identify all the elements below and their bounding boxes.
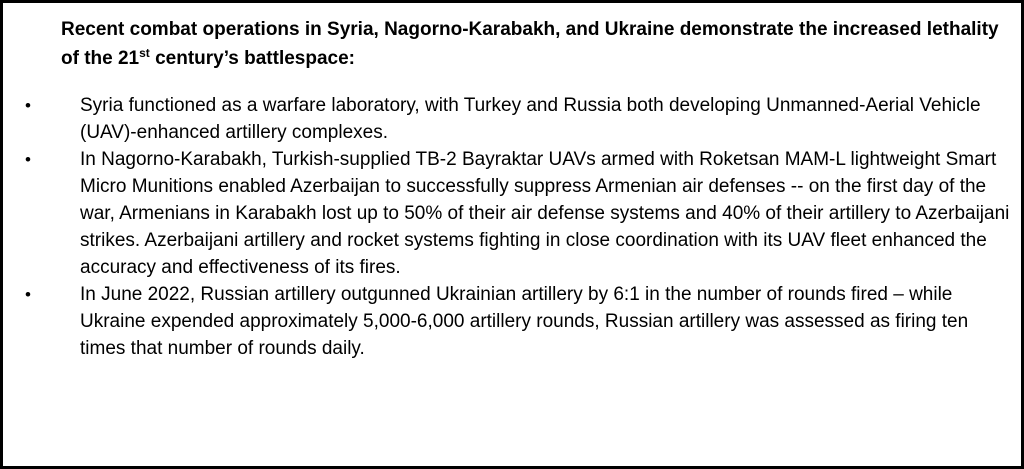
bullet-icon: • [25,285,31,304]
bullet-icon: • [25,96,31,115]
bullet-item-nagorno-karabakh [3,146,1024,281]
heading-text-before: Recent combat operations in Syria, Nagorno-Karabakh, and Ukraine demonstrate the increased lethality of the 21 [61,19,999,69]
heading-superscript: st [139,46,150,60]
bullet-text-ukraine: In June 2022, Russian artillery outgunned Ukrainian artillery by 6:1 in the number of rounds fired – while Ukraine expended approximately 5,000-6,000 artillery rounds, Russian artillery was assessed as firing ten times that number of rounds daily. [80,284,969,359]
bullet-text-nagorno-karabakh: In Nagorno-Karabakh, Turkish-supplied TB-2 Bayraktar UAVs armed with Roketsan MAM-L lightweight Smart Micro Munitions enabled Azerbaijan to successfully suppress Armenian air defenses -- on the first day of the war, Armenians in Karabakh lost up to 50% of their air defense systems and 40% of their artillery to Azerbaijani strikes. Azerbaijani artillery and rocket systems fighting in close coordination with its UAV fleet enhanced the accuracy and effectiveness of its fires. [80,149,1010,278]
bullet-item-syria [3,92,1024,146]
heading-text-after: century’s battlespace: [149,48,356,69]
bullet-item-ukraine [3,281,1024,362]
bullet-text-syria: Syria functioned as a warfare laboratory, with Turkey and Russia both developing Unmanned-Aerial Vehicle (UAV)-enhanced artillery complexes. [80,95,981,143]
bullet-list [3,92,1024,362]
bullet-icon: • [25,150,31,169]
heading [61,15,1011,73]
